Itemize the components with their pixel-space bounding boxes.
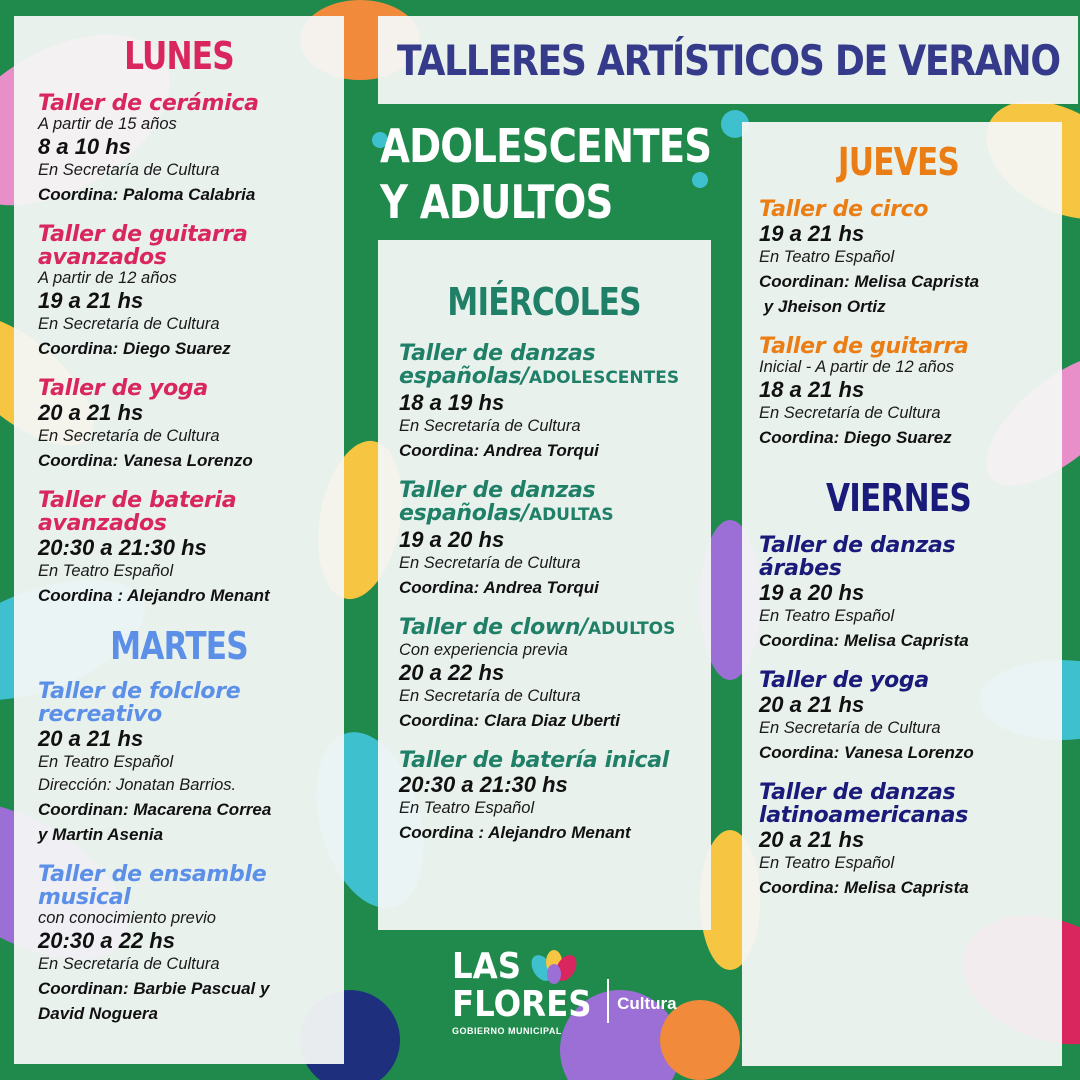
workshop-coordinator: Coordina: Diego Suarez xyxy=(38,339,231,358)
workshop-coordinator: Coordina: Paloma Calabria xyxy=(38,185,256,204)
workshop-title: Taller de guitarra xyxy=(759,334,969,359)
workshop-hours: 20 a 21 hs xyxy=(759,827,865,852)
workshop-hours: 20:30 a 21:30 hs xyxy=(399,772,568,797)
workshop-place: En Teatro Español xyxy=(399,799,535,817)
workshop-title: Taller de yoga xyxy=(759,668,929,693)
workshop-coordinator: Coordina : Alejandro Menant xyxy=(399,823,631,842)
panel-jueves-viernes xyxy=(742,122,1062,1066)
workshop-place: En Teatro Español xyxy=(759,248,895,266)
flower-icon xyxy=(530,950,580,990)
workshop-item xyxy=(759,669,1052,765)
workshop-place: En Teatro Español xyxy=(38,562,174,580)
workshop-hours: 20 a 22 hs xyxy=(399,660,505,685)
workshop-hours: 20 a 21 hs xyxy=(38,726,144,751)
workshop-item xyxy=(38,863,334,1026)
workshop-place: En Secretaría de Cultura xyxy=(759,404,941,422)
workshop-place: En Secretaría de Cultura xyxy=(759,719,941,737)
workshop-coordinator: Coordina: Vanesa Lorenzo xyxy=(759,743,974,762)
workshop-place: En Secretaría de Cultura xyxy=(38,315,220,333)
workshop-hours: 8 a 10 hs xyxy=(38,134,131,159)
workshop-item xyxy=(38,377,334,473)
workshop-detail: Inicial - A partir de 12 años xyxy=(759,358,955,376)
workshop-hours: 18 a 19 hs xyxy=(399,390,505,415)
workshop-coordinator: Coordinan: Melisa Caprista xyxy=(759,272,980,291)
subtitle-line-2: Y ADULTOS xyxy=(380,175,613,229)
workshop-title-cont xyxy=(399,502,701,527)
workshop-hours: 18 a 21 hs xyxy=(759,377,865,402)
workshop-place: En Secretaría de Cultura xyxy=(38,161,220,179)
viernes-list xyxy=(759,534,1052,900)
workshop-title-part: españolas/ xyxy=(399,501,529,526)
workshop-item xyxy=(399,479,701,600)
workshop-coordinator: Coordina : Alejandro Menant xyxy=(38,586,270,605)
workshop-title: Taller de danzas xyxy=(759,780,956,805)
workshop-hours: 19 a 21 hs xyxy=(759,221,865,246)
page-title: TALLERES ARTÍSTICOS DE VERANO xyxy=(396,35,1060,85)
workshop-coordinator: Coordinan: Barbie Pascual y xyxy=(38,979,270,998)
workshop-detail: A partir de 15 años xyxy=(38,115,177,133)
workshop-item xyxy=(759,781,1052,900)
las-flores-logo xyxy=(452,948,677,1036)
workshop-title: Taller de danzas xyxy=(759,533,956,558)
workshop-title xyxy=(399,616,701,641)
workshop-title: Taller de circo xyxy=(759,197,929,222)
workshop-audience: ADOLESCENTES xyxy=(528,368,680,388)
day-heading-lunes: LUNES xyxy=(124,34,234,78)
logo-line-1: LAS xyxy=(452,946,522,987)
day-heading-jueves: JUEVES xyxy=(837,140,960,184)
workshop-place: En Teatro Español xyxy=(759,607,895,625)
workshop-hours: 19 a 21 hs xyxy=(38,288,144,313)
workshop-coordinator: Coordina: Vanesa Lorenzo xyxy=(38,451,253,470)
workshop-hours: 20:30 a 22 hs xyxy=(38,928,175,953)
logo-separator xyxy=(607,979,609,1023)
workshop-title-part: españolas/ xyxy=(399,364,529,389)
workshop-hours: 20 a 21 hs xyxy=(38,400,144,425)
workshop-hours: 20:30 a 21:30 hs xyxy=(38,535,207,560)
workshop-place: En Teatro Español xyxy=(759,854,895,872)
workshop-title-part: Taller de clown/ xyxy=(399,615,588,640)
subtitle-line-1: ADOLESCENTES xyxy=(380,119,712,173)
day-heading-miercoles: MIÉRCOLES xyxy=(447,280,641,324)
martes-list xyxy=(38,680,334,1026)
workshop-title-cont: latinoamericanas xyxy=(759,803,968,828)
workshop-item xyxy=(38,489,334,608)
workshop-title: Taller de yoga xyxy=(38,376,208,401)
workshop-coordinator: Coordina: Clara Diaz Uberti xyxy=(399,711,621,730)
workshop-title: Taller de folclore xyxy=(38,679,241,704)
workshop-place: En Secretaría de Cultura xyxy=(38,955,220,973)
jueves-list xyxy=(759,198,1052,450)
workshop-detail: A partir de 12 años xyxy=(38,269,177,287)
workshop-item xyxy=(399,616,701,733)
workshop-item xyxy=(759,534,1052,653)
workshop-item xyxy=(38,92,334,207)
workshop-item xyxy=(759,335,1052,450)
workshop-place: En Secretaría de Cultura xyxy=(38,427,220,445)
workshop-coordinator-cont: y Martin Asenia xyxy=(38,825,164,844)
workshop-title: Taller de cerámica xyxy=(38,91,259,116)
workshop-title-cont xyxy=(399,365,701,390)
logo-line-2: FLORES xyxy=(452,984,592,1025)
workshop-coordinator-cont: y Jheison Ortiz xyxy=(759,297,886,316)
workshop-coordinator: Coordina: Diego Suarez xyxy=(759,428,952,447)
panel-lunes-martes xyxy=(14,16,344,1064)
workshop-title-cont: árabes xyxy=(759,556,842,581)
audience-subtitle xyxy=(380,118,711,230)
workshop-coordinator: Coordinan: Macarena Correa xyxy=(38,800,272,819)
workshop-title: Taller de bateria xyxy=(38,488,237,513)
workshop-coordinator: Coordina: Andrea Torqui xyxy=(399,578,599,597)
workshop-direction: Dirección: Jonatan Barrios. xyxy=(38,776,237,794)
workshop-item xyxy=(399,749,701,845)
workshop-audience: ADULTOS xyxy=(588,619,676,639)
workshop-item xyxy=(38,223,334,361)
workshop-title-cont: avanzados xyxy=(38,511,167,536)
workshop-title: Taller de batería inical xyxy=(399,748,669,773)
miercoles-list xyxy=(399,342,701,845)
workshop-place: En Secretaría de Cultura xyxy=(399,554,581,572)
workshop-place: En Secretaría de Cultura xyxy=(399,687,581,705)
workshop-coordinator: Coordina: Melisa Caprista xyxy=(759,631,969,650)
workshop-title-cont: recreativo xyxy=(38,702,162,727)
workshop-coordinator-cont: David Noguera xyxy=(38,1004,158,1023)
day-heading-viernes: VIERNES xyxy=(825,476,972,520)
workshop-hours: 20 a 21 hs xyxy=(759,692,865,717)
header-banner xyxy=(378,16,1078,104)
panel-miercoles xyxy=(378,240,711,930)
workshop-detail: con conocimiento previo xyxy=(38,909,216,927)
workshop-title-cont: musical xyxy=(38,885,131,910)
lunes-list xyxy=(38,92,334,608)
workshop-place: En Teatro Español xyxy=(38,753,174,771)
workshop-coordinator: Coordina: Melisa Caprista xyxy=(759,878,969,897)
logo-cultura: Cultura xyxy=(617,994,677,1013)
workshop-audience: ADULTAS xyxy=(528,505,614,525)
workshop-place: En Secretaría de Cultura xyxy=(399,417,581,435)
workshop-title: Taller de danzas xyxy=(399,478,596,503)
day-heading-martes: MARTES xyxy=(110,624,248,668)
workshop-title: Taller de danzas xyxy=(399,341,596,366)
workshop-title-cont: avanzados xyxy=(38,245,167,270)
logo-sub: GOBIERNO MUNICIPAL xyxy=(452,1026,562,1036)
workshop-item xyxy=(38,680,334,847)
workshop-coordinator: Coordina: Andrea Torqui xyxy=(399,441,599,460)
workshop-title: Taller de ensamble xyxy=(38,862,267,887)
workshop-item xyxy=(759,198,1052,319)
workshop-hours: 19 a 20 hs xyxy=(759,580,865,605)
workshop-title: Taller de guitarra xyxy=(38,222,248,247)
workshop-detail: Con experiencia previa xyxy=(399,641,568,659)
workshop-hours: 19 a 20 hs xyxy=(399,527,505,552)
workshop-item xyxy=(399,342,701,463)
